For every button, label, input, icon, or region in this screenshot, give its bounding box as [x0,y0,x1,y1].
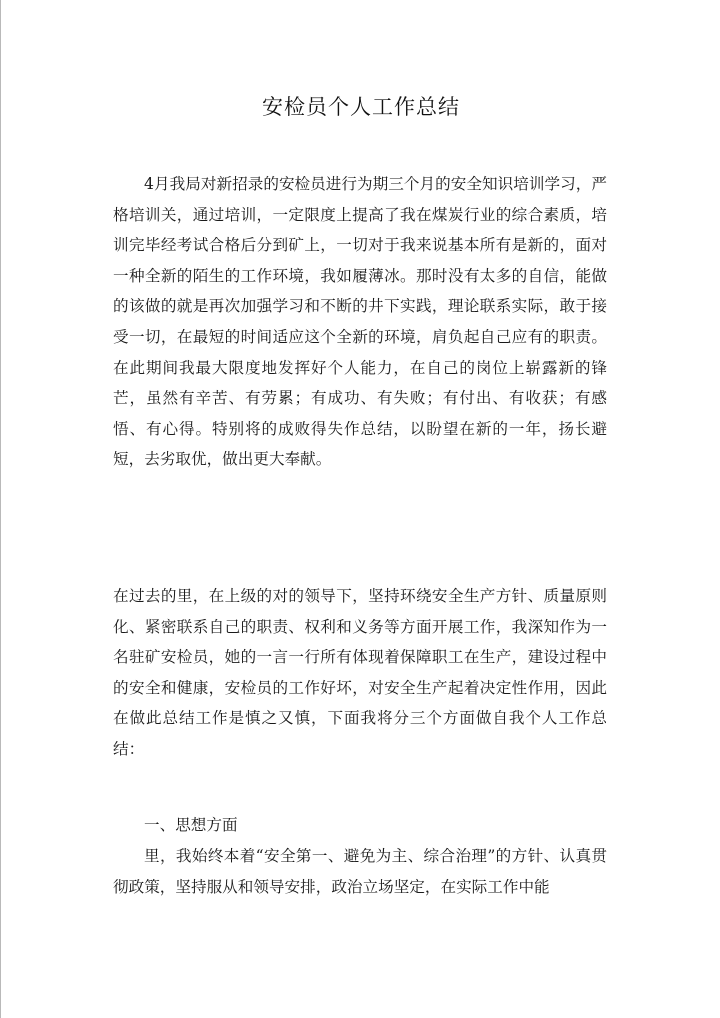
document-title: 安检员个人工作总结 [262,95,460,119]
paragraph-overview: 在过去的里，在上级的对的领导下，坚持环绕安全生产方针、质量原则化、紧密联系自己的职责、权利和义务等方面开展工作，我深知作为一名驻矿安检员，她的一言一行所有体现着保障职工在生产，建设过程中的安全和健康，安检员的工作好坏，对安全生产起着决定性作用，因此在做此总结工作是慎之又慎，下面我将分三个方面做自我个人工作总结： [113,587,607,758]
paragraph-intro: 4月我局对新招录的安检员进行为期三个月的安全知识培训学习，严格培训关，通过培训，一定限度上提高了我在煤炭行业的综合素质，培训完毕经考试合格后分到矿上，一切对于我来说基本所有是新的，面对一种全新的陌生的工作环境，我如履薄冰。那时没有太多的自信，能做的该做的就是再次加强学习和不断的井下实践，理论联系实际，敢于接受一切，在最短的时间适应这个全新的环境，肩负起自己应有的职责。在此期间我最大限度地发挥好个人能力，在自己的岗位上崭露新的锋芒，虽然有辛苦、有劳累；有成功、有失败；有付出、有收获；有感悟、有心得。特别将的成败得失作总结，以盼望在新的一年，扬长避短，去劣取优，做出更大奉献。 [113,175,607,469]
paragraph-thought: 里，我始终本着“安全第一、避免为主、综合治理”的方针、认真贯彻政策，坚持服从和领导安排，政治立场坚定，在实际工作中能 [113,847,607,896]
section-heading-thought: 一、思想方面 [144,816,238,834]
